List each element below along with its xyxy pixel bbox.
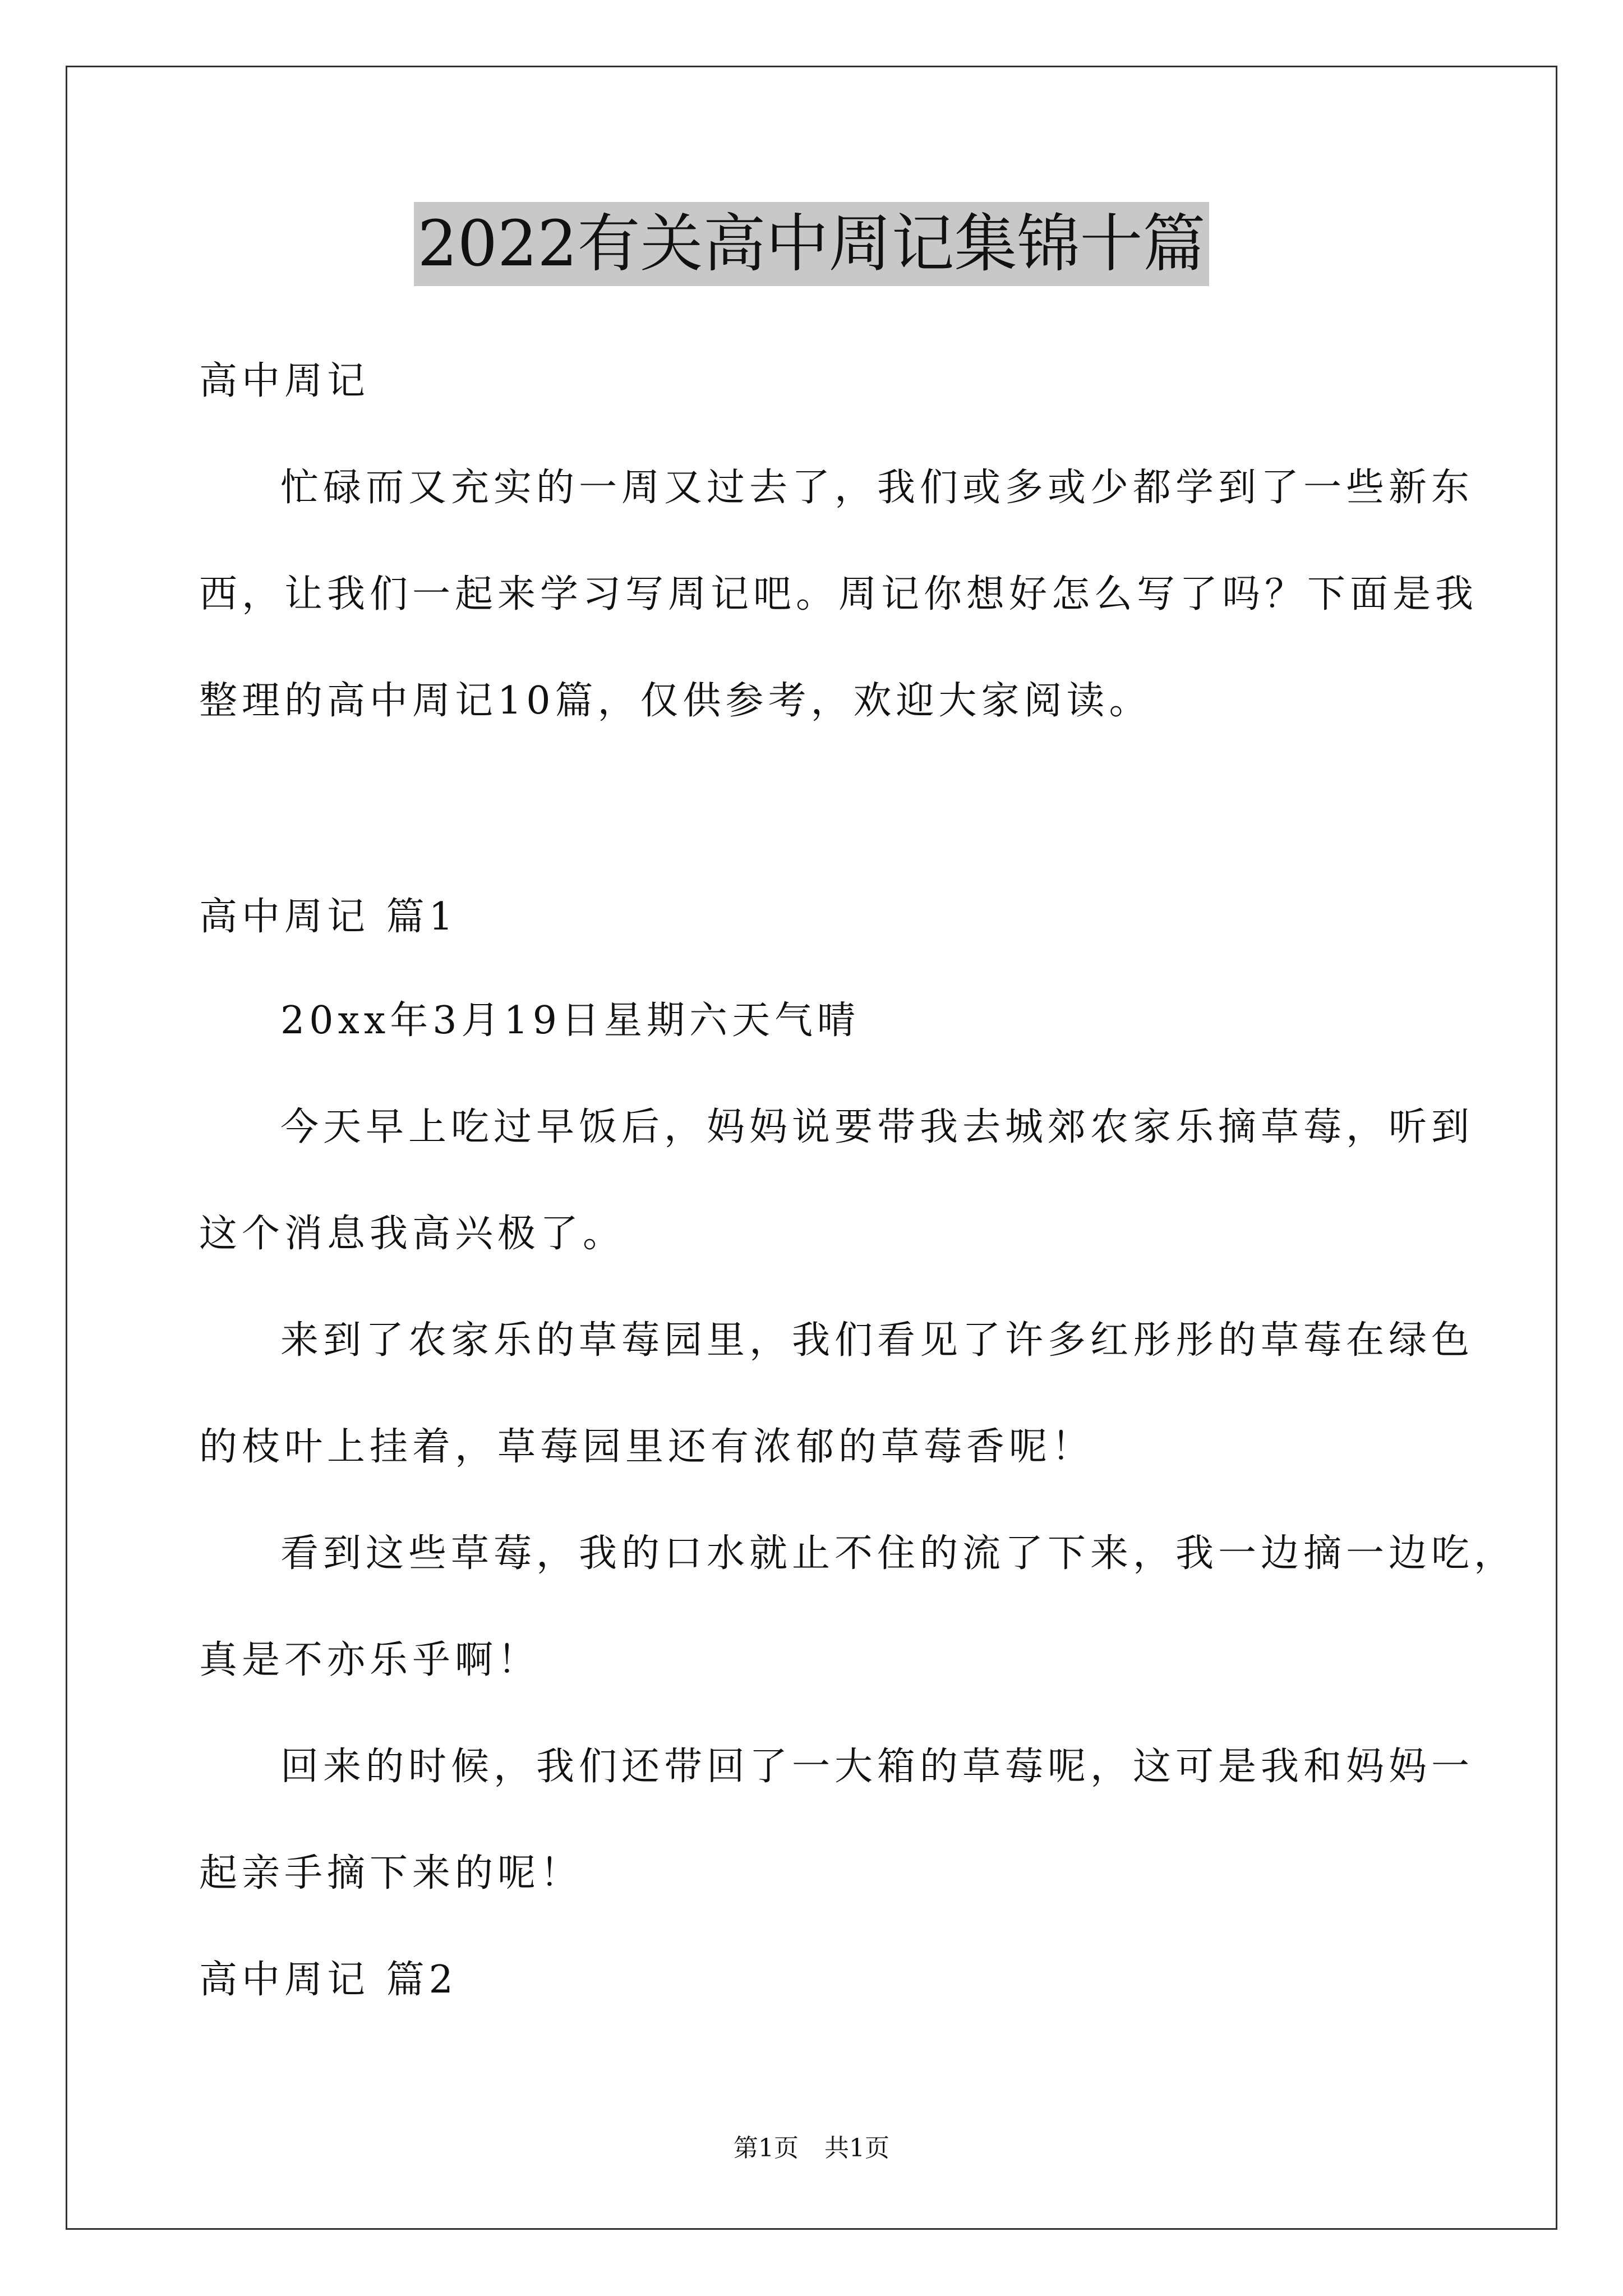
chapter-heading-1: 高中周记 篇1 — [199, 895, 458, 939]
page-total: 共1页 — [824, 2134, 889, 2162]
section-heading: 高中周记 — [199, 359, 370, 403]
title-container — [0, 202, 1623, 286]
document-title: 2022有关高中周记集锦十篇 — [414, 202, 1209, 286]
paragraph-3-line-2: 真是不亦乐乎啊！ — [199, 1638, 541, 1682]
intro-line-2: 西，让我们一起来学习写周记吧。周记你想好怎么写了吗？下面是我 — [199, 572, 1478, 616]
paragraph-3-line-1: 看到这些草莓，我的口水就止不住的流了下来，我一边摘一边吃， — [280, 1531, 1517, 1576]
paragraph-2-line-1: 来到了农家乐的草莓园里，我们看见了许多红彤彤的草莓在绿色 — [280, 1318, 1474, 1363]
paragraph-4-line-1: 回来的时候，我们还带回了一大箱的草莓呢，这可是我和妈妈一 — [280, 1745, 1474, 1789]
paragraph-2-line-2: 的枝叶上挂着，草莓园里还有浓郁的草莓香呢！ — [199, 1425, 1095, 1469]
intro-line-1: 忙碌而又充实的一周又过去了，我们或多或少都学到了一些新东 — [280, 466, 1474, 510]
paragraph-1-line-1: 今天早上吃过早饭后，妈妈说要带我去城郊农家乐摘草莓，听到 — [280, 1105, 1474, 1149]
chapter-heading-2: 高中周记 篇2 — [199, 1958, 458, 2002]
page-footer — [0, 2132, 1623, 2165]
intro-line-3: 整理的高中周记10篇，仅供参考，欢迎大家阅读。 — [199, 679, 1152, 723]
paragraph-1-line-2: 这个消息我高兴极了。 — [199, 1212, 626, 1256]
page-number: 第1页 — [734, 2134, 799, 2162]
paragraph-4-line-2: 起亲手摘下来的呢！ — [199, 1851, 583, 1895]
date-line: 20xx年3月19日星期六天气晴 — [280, 999, 860, 1043]
